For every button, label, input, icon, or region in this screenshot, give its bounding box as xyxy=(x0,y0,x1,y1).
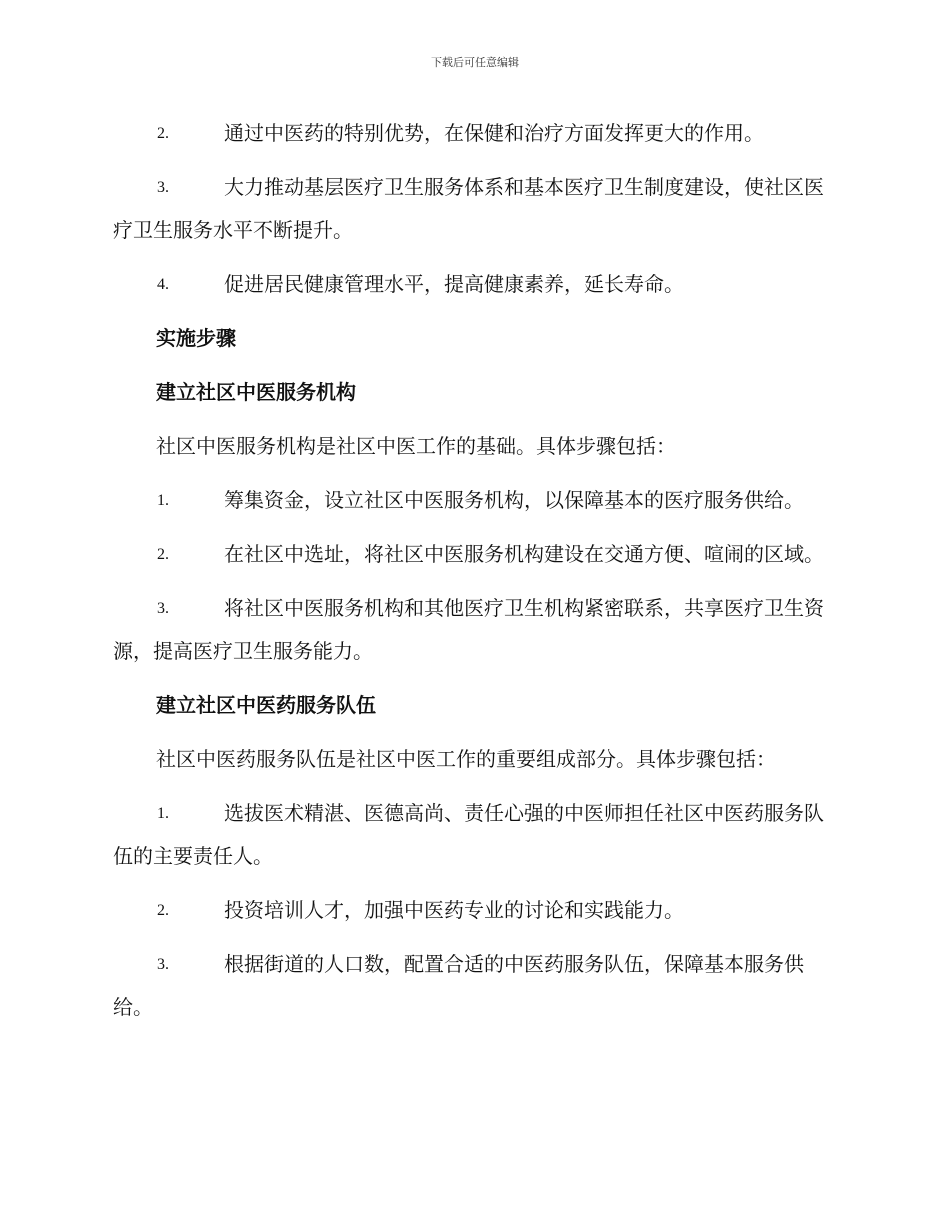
list-item-number: 4. xyxy=(157,276,169,293)
list-item xyxy=(113,479,837,522)
list-item-number: 2. xyxy=(157,902,169,919)
document-body xyxy=(113,112,837,1040)
list-item xyxy=(113,263,837,306)
list-item-text: 促进居民健康管理水平，提高健康素养，延长寿命。 xyxy=(224,272,684,296)
list-item-text: 通过中医药的特别优势，在保健和治疗方面发挥更大的作用。 xyxy=(224,121,764,145)
section-heading-service-institution: 建立社区中医服务机构 xyxy=(156,380,356,404)
list-item xyxy=(113,587,837,673)
list-item-text: 选拔医术精湛、医德高尚、责任心强的中医师担任社区中医药服务队伍的主要责任人。 xyxy=(113,801,824,868)
list-item xyxy=(113,792,837,878)
list-item-text: 将社区中医服务机构和其他医疗卫生机构紧密联系，共享医疗卫生资源，提高医疗卫生服务能力。 xyxy=(113,596,824,663)
list-item-number: 2. xyxy=(157,546,169,563)
list-item xyxy=(113,166,837,252)
list-item-text: 筹集资金，设立社区中医服务机构，以保障基本的医疗服务供给。 xyxy=(224,488,804,512)
list-item-number: 2. xyxy=(157,125,169,142)
list-item xyxy=(113,533,837,576)
section-intro-paragraph: 社区中医服务机构是社区中医工作的基础。具体步骤包括： xyxy=(156,434,676,458)
list-item-number: 3. xyxy=(157,600,169,617)
page-header: 下载后可任意编辑 xyxy=(431,56,519,69)
list-item-number: 1. xyxy=(157,805,169,822)
section-heading-service-team: 建立社区中医药服务队伍 xyxy=(156,693,376,717)
list-item xyxy=(113,112,837,155)
list-item-number: 3. xyxy=(157,956,169,973)
section-heading-steps: 实施步骤 xyxy=(156,326,236,350)
list-item xyxy=(113,943,837,1029)
list-item-text: 根据街道的人口数，配置合适的中医药服务队伍，保障基本服务供给。 xyxy=(113,952,804,1019)
list-item-text: 大力推动基层医疗卫生服务体系和基本医疗卫生制度建设，使社区医疗卫生服务水平不断提升。 xyxy=(113,175,824,242)
list-item-number: 1. xyxy=(157,492,169,509)
list-item-text: 在社区中选址，将社区中医服务机构建设在交通方便、喧闹的区域。 xyxy=(224,542,824,566)
list-item xyxy=(113,889,837,932)
list-item-text: 投资培训人才，加强中医药专业的讨论和实践能力。 xyxy=(224,898,684,922)
section-intro-paragraph: 社区中医药服务队伍是社区中医工作的重要组成部分。具体步骤包括： xyxy=(156,747,776,771)
list-item-number: 3. xyxy=(157,179,169,196)
